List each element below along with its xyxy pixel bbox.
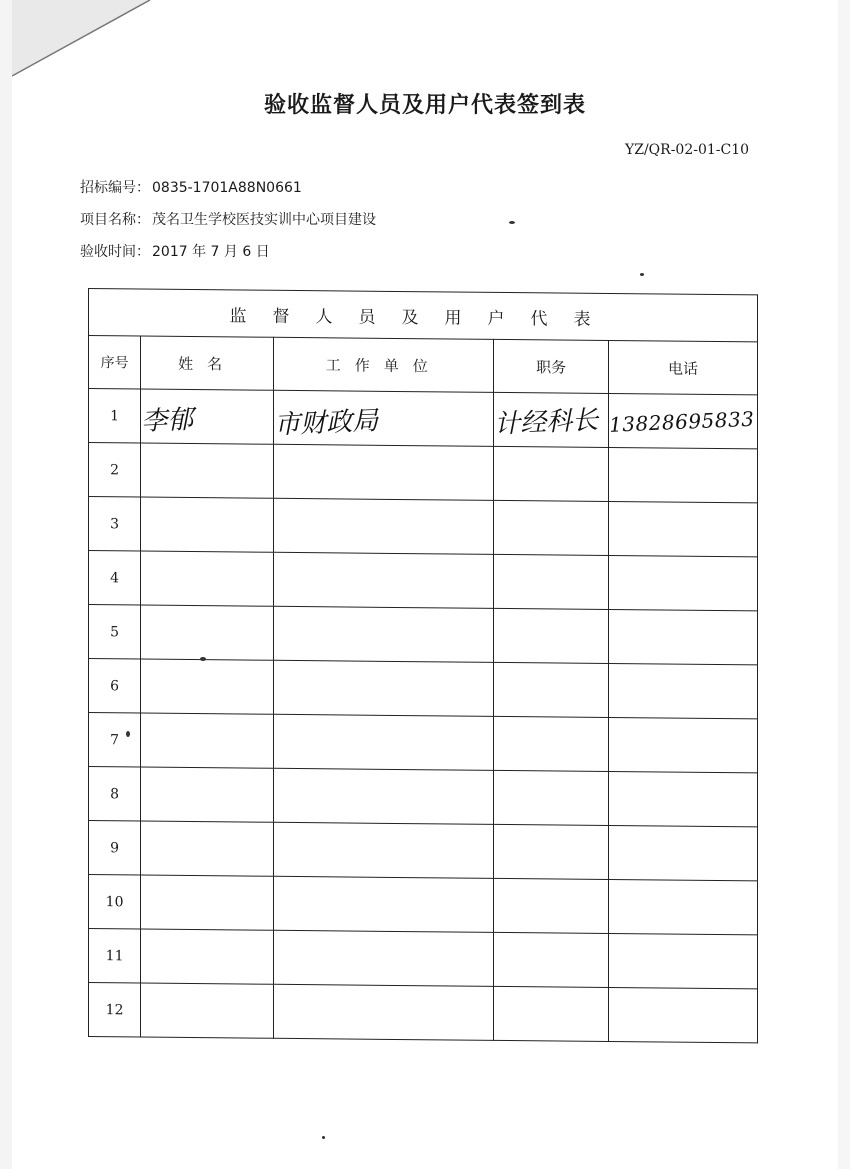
scan-speck — [126, 731, 130, 737]
acceptance-date-line — [80, 241, 270, 261]
row-tel-cell — [609, 717, 758, 772]
row-job-cell — [494, 500, 609, 555]
tender-number-label: 招标编号： — [80, 180, 150, 196]
row-job-cell — [494, 446, 609, 501]
row-unit-cell — [274, 552, 494, 608]
row-job-cell — [494, 392, 609, 447]
table-row — [89, 983, 758, 1043]
row-unit-cell — [274, 660, 494, 716]
row-name-cell — [141, 605, 274, 660]
document-title: 验收监督人员及用户代表签到表 — [263, 93, 586, 118]
row-name-cell — [141, 497, 274, 552]
scan-speck — [322, 1136, 325, 1139]
row-job-cell — [494, 986, 609, 1041]
row-name-cell — [141, 713, 274, 768]
row-name-cell — [141, 659, 274, 714]
row-seq-cell: 3 — [89, 497, 141, 552]
row-job-cell — [494, 662, 609, 717]
table-row — [89, 713, 758, 773]
row-seq-cell: 4 — [89, 551, 141, 606]
row-tel-cell — [609, 879, 758, 934]
row-name-cell — [141, 767, 274, 822]
section-header: 监督人员及用户代表 — [89, 289, 758, 342]
row-seq-cell: 2 — [89, 443, 141, 498]
row-job-cell — [494, 824, 609, 879]
project-name-value: 茂名卫生学校医技实训中心项目建设 — [152, 212, 376, 228]
table-row — [89, 389, 758, 449]
row-tel-cell — [609, 447, 758, 502]
row-tel-cell — [609, 501, 758, 556]
acceptance-date-value: 2017 年 7 月 6 日 — [152, 244, 270, 260]
row-name-cell — [141, 821, 274, 876]
col-header-name-text: 姓名 — [178, 354, 237, 373]
tender-number-value: 0835-1701A88N0661 — [152, 180, 302, 196]
col-header-unit-text: 工作单位 — [325, 355, 442, 375]
row-unit-cell — [274, 390, 494, 446]
table-row — [89, 497, 758, 557]
row-unit-cell — [274, 606, 494, 662]
col-header-job: 职务 — [494, 339, 609, 393]
row-seq-cell: 6 — [89, 659, 141, 714]
row-seq-cell: 1 — [89, 389, 141, 444]
row-tel-cell — [609, 663, 758, 718]
row-unit-cell — [274, 444, 494, 500]
row-unit-cell — [274, 714, 494, 770]
row-unit-cell — [274, 930, 494, 986]
table-row — [89, 767, 758, 827]
table-row — [89, 659, 758, 719]
row-seq-cell: 12 — [89, 983, 141, 1038]
table-row — [89, 551, 758, 611]
row-unit-cell — [274, 984, 494, 1040]
row-tel-cell — [609, 393, 758, 448]
col-header-seq: 序号 — [89, 336, 141, 390]
row-seq-cell: 8 — [89, 767, 141, 822]
row-tel-cell — [609, 825, 758, 880]
handwritten-job: 计经科长 — [493, 405, 600, 440]
table-row — [89, 821, 758, 881]
form-code: YZ/QR-02-01-C10 — [625, 142, 750, 158]
row-tel-cell — [609, 987, 758, 1042]
project-name-line — [80, 209, 376, 229]
row-job-cell — [494, 932, 609, 987]
col-header-name — [141, 336, 274, 390]
row-tel-cell — [609, 771, 758, 826]
col-header-tel: 电话 — [609, 340, 758, 394]
row-job-cell — [494, 716, 609, 771]
scan-speck — [509, 221, 515, 224]
row-job-cell — [494, 878, 609, 933]
row-seq-cell: 11 — [89, 929, 141, 984]
row-seq-cell: 9 — [89, 821, 141, 876]
handwritten-unit: 市财政局 — [273, 406, 380, 441]
scan-speck — [200, 657, 206, 661]
row-job-cell — [494, 770, 609, 825]
row-unit-cell — [274, 768, 494, 824]
tender-number-line — [80, 177, 302, 197]
row-name-cell — [141, 551, 274, 606]
row-job-cell — [494, 608, 609, 663]
row-name-cell — [141, 929, 274, 984]
row-seq-cell: 7 — [89, 713, 141, 768]
table-row — [89, 443, 758, 503]
row-unit-cell — [274, 876, 494, 932]
row-name-cell — [141, 389, 274, 444]
table-row — [89, 605, 758, 665]
scan-speck — [640, 273, 644, 276]
row-tel-cell — [609, 933, 758, 988]
row-job-cell — [494, 554, 609, 609]
handwritten-name: 李郁 — [140, 404, 195, 437]
row-name-cell — [141, 983, 274, 1038]
row-seq-cell: 10 — [89, 875, 141, 930]
row-name-cell — [141, 875, 274, 930]
table-row — [89, 929, 758, 989]
row-tel-cell — [609, 555, 758, 610]
column-header-row — [89, 336, 758, 395]
handwritten-tel: 13828695833 — [608, 406, 756, 437]
sign-in-table — [88, 288, 758, 1043]
row-name-cell — [141, 443, 274, 498]
project-name-label: 项目名称： — [80, 212, 150, 228]
row-tel-cell — [609, 609, 758, 664]
table-row — [89, 875, 758, 935]
row-seq-cell: 5 — [89, 605, 141, 660]
col-header-unit — [274, 337, 494, 392]
row-unit-cell — [274, 498, 494, 554]
row-unit-cell — [274, 822, 494, 878]
acceptance-date-label: 验收时间： — [80, 244, 150, 260]
